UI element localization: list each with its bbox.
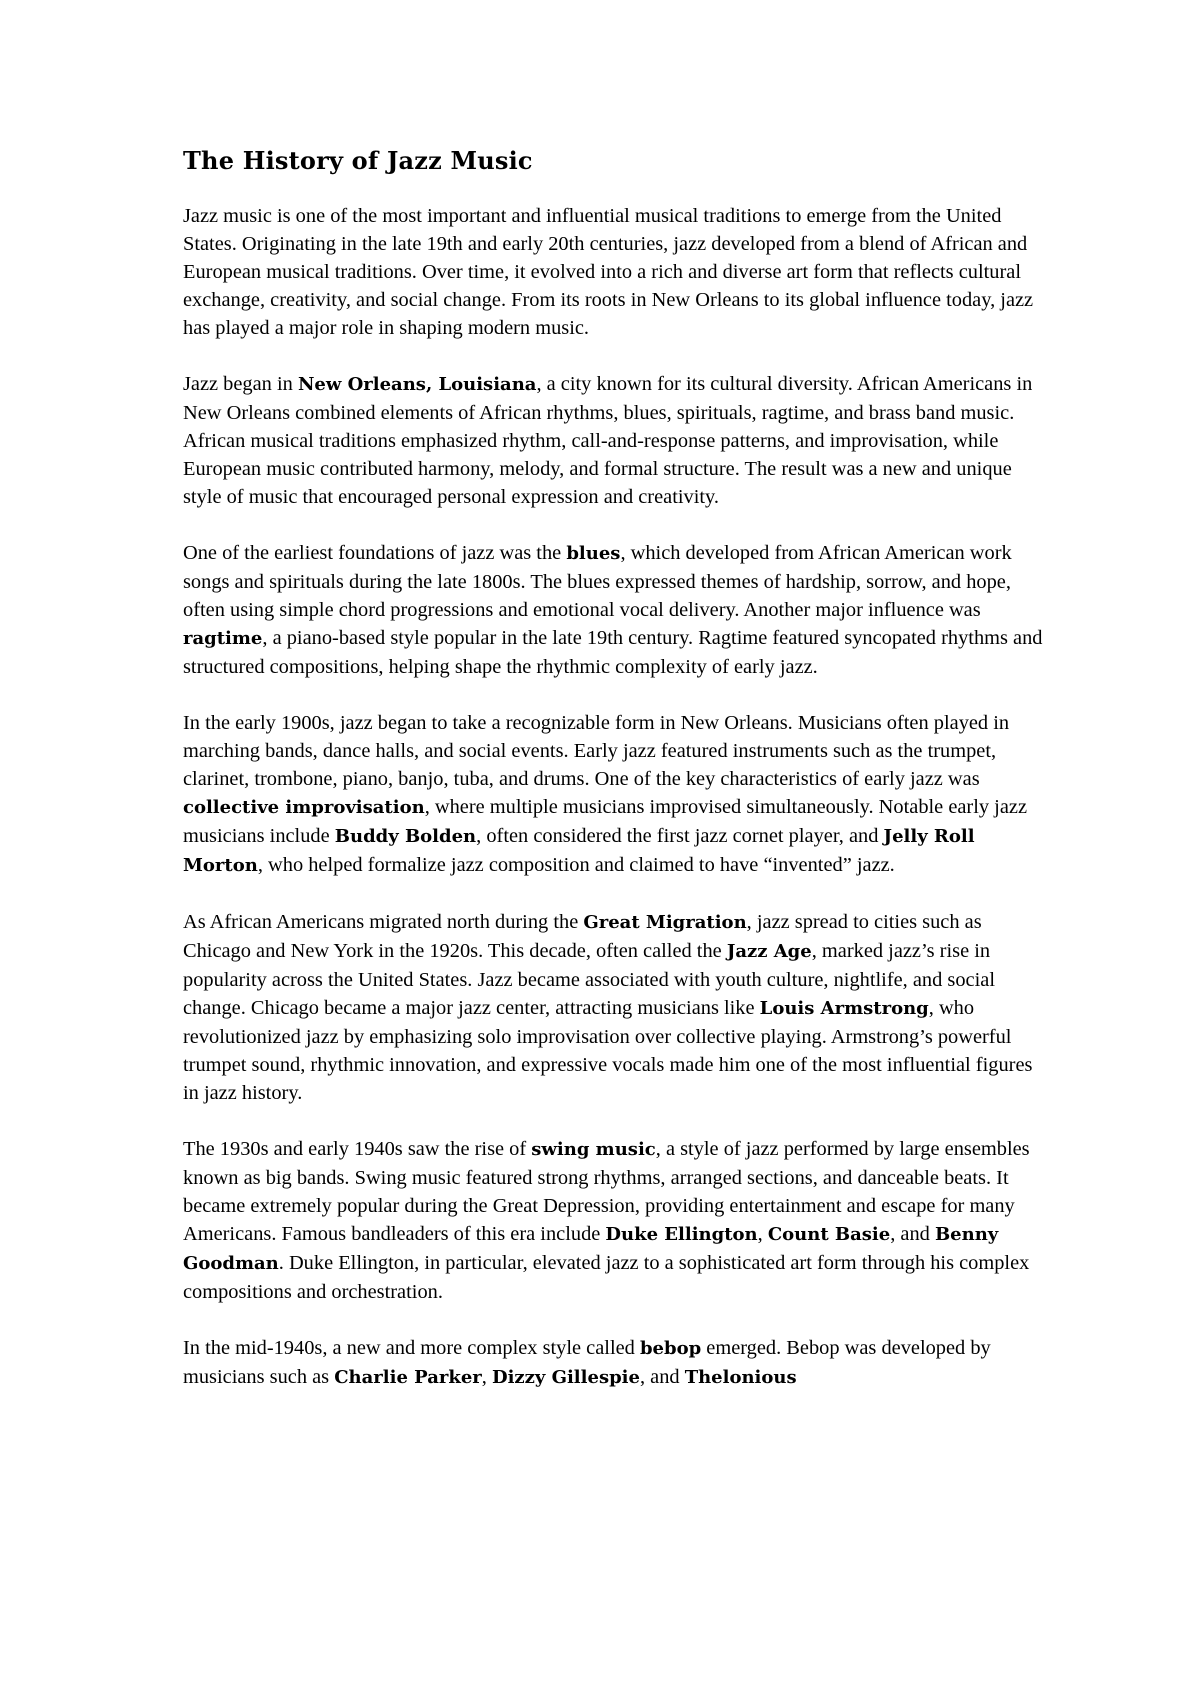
bold-term: Benny Goodman xyxy=(183,1224,999,1274)
text-run: , a piano-based style popular in the late 19th century. Ragtime featured syncopated rhythms and structured compositions, helping shape the rhythmic complexity of early jazz. xyxy=(183,627,1043,678)
text-run: The 1930s and early 1940s saw the rise of xyxy=(183,1138,532,1160)
body-paragraph xyxy=(183,908,1043,1107)
body-paragraph xyxy=(183,370,1043,511)
text-run: , a city known for its cultural diversity. African Americans in New Orleans combined elements of African rhythms, blues, spirituals, ragtime, and brass band music. African musical traditions emphasized rhythm, call-and-response patterns, and improvisation, while European music contributed harmony, melody, and formal structure. The result was a new and unique style of music that encouraged personal expression and creativity. xyxy=(183,373,1033,508)
bold-term: swing music xyxy=(531,1139,656,1160)
bold-term: Jazz Age xyxy=(726,941,812,962)
bold-term: Dizzy Gillespie xyxy=(491,1367,640,1388)
text-run: . Duke Ellington, in particular, elevated jazz to a sophisticated art form through his complex compositions and orchestration. xyxy=(183,1252,1030,1303)
text-run: , where multiple musicians improvised simultaneously. Notable early jazz musicians include xyxy=(183,796,1027,847)
document-title: The History of Jazz Music xyxy=(183,146,533,175)
text-run: In the early 1900s, jazz began to take a recognizable form in New Orleans. Musicians often played in marching bands, dance halls, and social events. Early jazz featured instruments such as the trumpet, clarinet, trombone, piano, banjo, tuba, and drums. One of the key characteristics of early jazz was xyxy=(183,712,1010,790)
body-paragraph xyxy=(183,202,1043,342)
bold-term: New Orleans, Louisiana xyxy=(297,374,537,395)
bold-term: Louis Armstrong xyxy=(759,998,929,1019)
document-body xyxy=(183,202,1043,1392)
body-paragraph xyxy=(183,539,1043,681)
bold-term: blues xyxy=(566,543,621,564)
bold-term: Duke Ellington xyxy=(605,1224,758,1245)
bold-term: collective improvisation xyxy=(183,797,425,818)
text-run: Jazz music is one of the most important and influential musical traditions to emerge from the United States. Originating in the late 19th and early 20th centuries, jazz developed from a blend of African and European musical traditions. Over time, it evolved into a rich and diverse art form that reflects cultural exchange, creativity, and social change. From its roots in New Orleans to its global influence today, jazz has played a major role in shaping modern music. xyxy=(183,205,1034,339)
body-paragraph xyxy=(183,1334,1043,1392)
bold-term: Thelonious xyxy=(684,1367,797,1388)
text-run: , jazz spread to cities such as Chicago and New York in the 1920s. This decade, often called the xyxy=(183,911,982,962)
document-page xyxy=(183,145,1043,1420)
text-run: In the mid-1940s, a new and more complex style called xyxy=(183,1337,640,1359)
bold-term: Jelly Roll Morton xyxy=(183,826,975,876)
bold-term: Great Migration xyxy=(583,912,747,933)
text-run: , often considered the first jazz cornet player, and xyxy=(476,825,884,847)
text-run: , and xyxy=(639,1366,685,1388)
text-run: , marked jazz’s rise in popularity across the United States. Jazz became associated with youth culture, nightlife, and social change. Chicago became a major jazz center, attracting musicians like xyxy=(183,940,995,1019)
text-run: , xyxy=(481,1366,492,1388)
bold-term: bebop xyxy=(639,1338,702,1359)
bold-term: ragtime xyxy=(183,628,263,649)
text-run: One of the earliest foundations of jazz was the xyxy=(183,542,567,564)
body-paragraph xyxy=(183,709,1043,880)
text-run: , and xyxy=(890,1223,935,1245)
text-run: emerged. Bebop was developed by musicians such as xyxy=(183,1337,991,1388)
text-run: , which developed from African American work songs and spirituals during the late 1800s. The blues expressed themes of hardship, sorrow, and hope, often using simple chord progressions and emotional vocal delivery. Another major influence was xyxy=(183,542,1012,621)
text-run: Jazz began in xyxy=(183,373,298,395)
text-run: , a style of jazz performed by large ensembles known as big bands. Swing music featured strong rhythms, arranged sections, and danceable beats. It became extremely popular during the Great Depression, providing entertainment and escape for many Americans. Famous bandleaders of this era include xyxy=(183,1138,1030,1245)
bold-term: Count Basie xyxy=(767,1224,891,1245)
bold-term: Charlie Parker xyxy=(334,1367,482,1388)
text-run: , who helped formalize jazz composition and claimed to have “invented” jazz. xyxy=(257,854,895,876)
text-run: As African Americans migrated north during the xyxy=(183,911,584,933)
text-run: , who revolutionized jazz by emphasizing solo improvisation over collective playing. Armstrong’s powerful trumpet sound, rhythmic innovation, and expressive vocals made him one of the most influential figures in jazz history. xyxy=(183,997,1033,1104)
text-run: , xyxy=(757,1223,768,1245)
bold-term: Buddy Bolden xyxy=(334,826,477,847)
body-paragraph xyxy=(183,1135,1043,1306)
